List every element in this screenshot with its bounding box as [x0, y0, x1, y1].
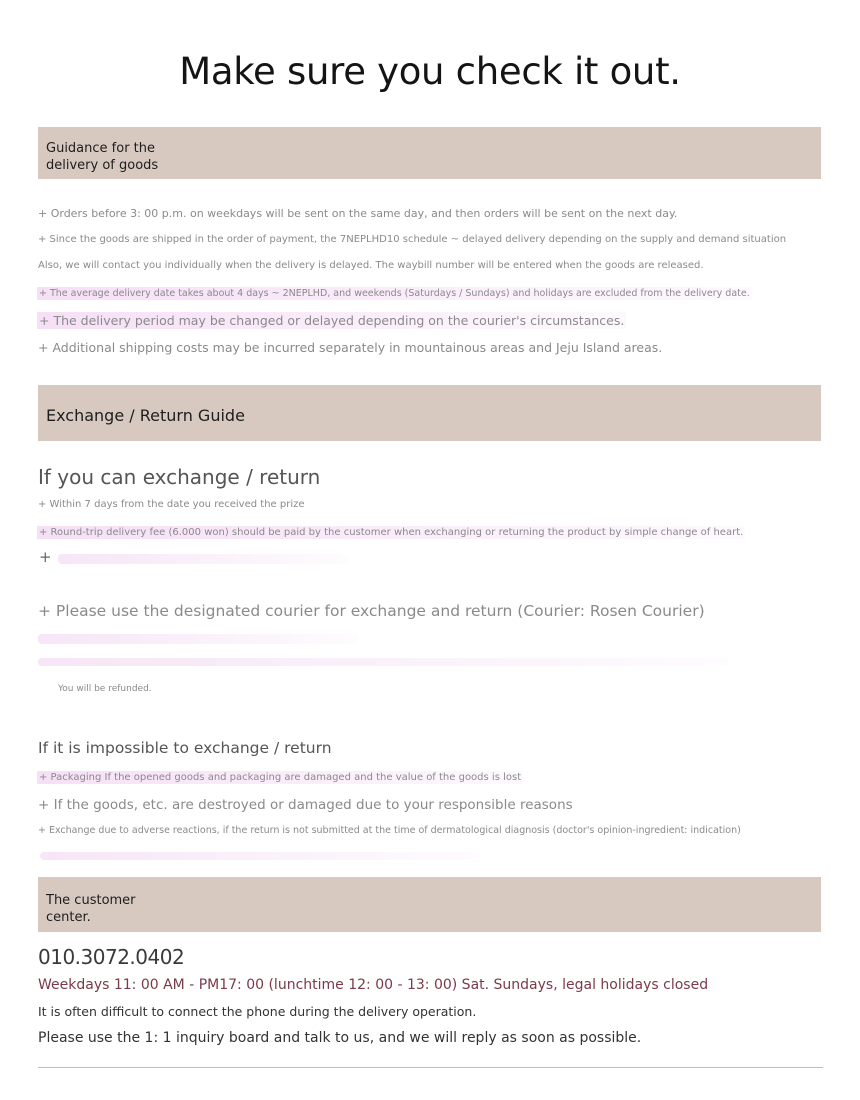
exchange-header-label: Exchange / Return Guide	[46, 406, 245, 425]
exchange-possible-line: + Within 7 days from the date you received the prize	[38, 499, 305, 510]
exchange-impossible-title: If it is impossible to exchange / return	[38, 739, 332, 757]
delivery-line: + The average delivery date takes about 4 days ~ 2NEPLHD, and weekends (Saturdays / Sundays) and holidays are excluded from the delivery date.	[39, 288, 750, 299]
exchange-refund-line: You will be refunded.	[58, 684, 152, 694]
customer-header-line-2: center.	[46, 910, 91, 925]
delivery-line: + The delivery period may be changed or delayed depending on the courier's circumstances.	[39, 313, 625, 328]
exchange-possible-title: If you can exchange / return	[38, 465, 321, 489]
faded-smudge	[38, 658, 728, 666]
customer-section-header	[38, 877, 821, 932]
exchange-possible-line: +	[39, 548, 52, 566]
exchange-impossible-line: + Packaging If the opened goods and packaging are damaged and the value of the goods is lost	[39, 772, 522, 783]
delivery-line: + Additional shipping costs may be incurred separately in mountainous areas and Jeju Island areas.	[38, 340, 663, 355]
customer-phone: 010.3072.0402	[38, 945, 185, 969]
delivery-section-header	[38, 127, 821, 179]
bottom-divider	[38, 1067, 823, 1068]
exchange-courier-line: + Please use the designated courier for exchange and return (Courier: Rosen Courier)	[38, 602, 705, 620]
delivery-header-line-1: Guidance for the	[46, 141, 156, 156]
exchange-possible-line: + Round-trip delivery fee (6.000 won) should be paid by the customer when exchanging or returning the product by simple change of heart.	[39, 527, 744, 538]
exchange-section-header	[38, 385, 821, 441]
page-title: Make sure you check it out.	[179, 50, 681, 93]
faded-smudge	[58, 554, 348, 564]
customer-note: It is often difficult to connect the phone during the delivery operation.	[38, 1004, 477, 1019]
customer-hours: Weekdays 11: 00 AM - PM17: 00 (lunchtime 12: 00 - 13: 00) Sat. Sundays, legal holidays closed	[38, 977, 709, 993]
delivery-line: + Since the goods are shipped in the order of payment, the 7NEPLHD10 schedule ~ delayed delivery depending on the supply and demand situation	[38, 234, 787, 245]
exchange-impossible-line: + Exchange due to adverse reactions, if the return is not submitted at the time of dermatological diagnosis (doctor's opinion-ingredient: indication)	[38, 825, 741, 836]
delivery-line: Also, we will contact you individually when the delivery is delayed. The waybill number will be entered when the goods are released.	[38, 260, 704, 271]
delivery-line: + Orders before 3: 00 p.m. on weekdays will be sent on the same day, and then orders will be sent on the next day.	[38, 207, 678, 220]
customer-header-line-1: The customer	[46, 893, 136, 908]
delivery-header-line-2: delivery of goods	[46, 158, 159, 173]
faded-smudge	[40, 852, 480, 860]
customer-note: Please use the 1: 1 inquiry board and talk to us, and we will reply as soon as possible.	[38, 1030, 642, 1046]
exchange-impossible-line: + If the goods, etc. are destroyed or damaged due to your responsible reasons	[38, 797, 573, 813]
faded-smudge	[38, 634, 358, 644]
